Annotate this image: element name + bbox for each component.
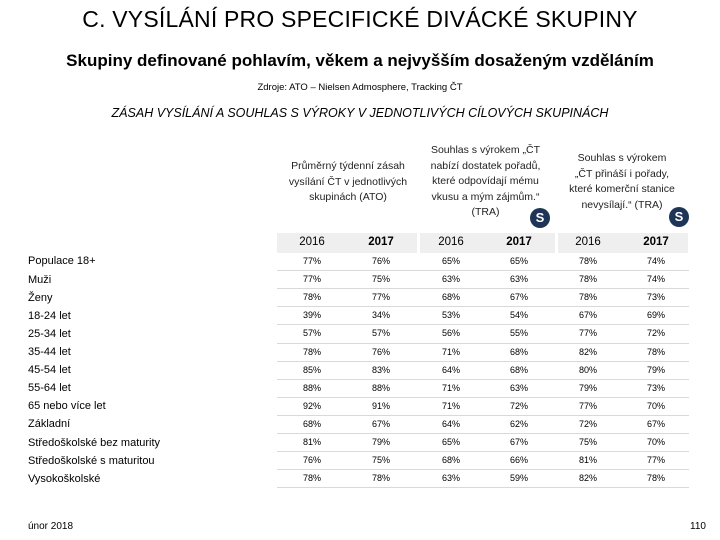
table-cell: 73%: [646, 382, 665, 393]
table-cell: 57%: [371, 328, 390, 339]
table-cell: 66%: [509, 455, 528, 466]
table-cell: 63%: [509, 382, 528, 393]
header-line: Souhlas s výrokem „ČT: [430, 144, 541, 156]
table-cell: 76%: [371, 346, 390, 357]
table-cell: 65%: [509, 256, 528, 266]
year-label: 2017: [643, 236, 669, 248]
table-cell: 82%: [578, 473, 597, 484]
row-divider: [277, 361, 689, 362]
table-cell: 74%: [646, 274, 665, 285]
table-cell: 68%: [509, 364, 528, 375]
table-cell: 82%: [578, 346, 597, 357]
row-divider: [277, 397, 689, 398]
table-cell: 71%: [441, 400, 460, 411]
table-cell: 78%: [646, 346, 665, 357]
table-cell: 83%: [371, 364, 390, 375]
table-cell: 54%: [509, 310, 528, 321]
row-divider: [277, 487, 689, 488]
table-cell: 91%: [371, 400, 390, 411]
table-cell: 63%: [509, 274, 528, 285]
source-note: Zdroje: ATO – Nielsen Admosphere, Tracking ČT: [257, 82, 463, 93]
header-line: vysílání ČT v jednotlivých: [288, 175, 408, 188]
row-label: 18-24 let: [28, 310, 71, 322]
column-header-statement-1: [418, 143, 553, 221]
table-cell: 77%: [371, 292, 390, 303]
table-cell: 75%: [578, 437, 597, 447]
row-label: Základní: [28, 418, 71, 430]
row-divider: [277, 451, 689, 452]
table-cell: 64%: [441, 364, 460, 375]
table-cell: 78%: [578, 256, 597, 266]
row-divider: [277, 306, 689, 307]
header-line: skupinách (ATO): [309, 191, 387, 203]
header-line: nabízí dostatek pořadů,: [430, 159, 541, 172]
table-cell: 74%: [646, 256, 665, 266]
table-cell: 77%: [302, 256, 321, 266]
table-cell: 77%: [302, 274, 321, 285]
year-label: 2016: [575, 236, 601, 248]
table-cell: 76%: [371, 256, 390, 266]
row-divider: [277, 324, 689, 325]
year-label: 2016: [299, 236, 325, 248]
year-header-row: [0, 233, 720, 253]
header-line: které komerční stanice: [569, 183, 675, 195]
row-divider: [277, 270, 689, 271]
source-badge-icon: S: [669, 207, 689, 227]
row-label: Vysokoškolské: [28, 473, 101, 485]
table-cell: 78%: [371, 473, 390, 484]
table-cell: 77%: [578, 328, 597, 339]
column-header-reach: [278, 159, 418, 206]
row-divider: [277, 469, 689, 470]
table-cell: 55%: [509, 328, 528, 339]
slide-title: C. VYSÍLÁNÍ PRO SPECIFICKÉ DIVÁCKÉ SKUPINY: [82, 6, 638, 32]
table-cell: 79%: [371, 437, 390, 447]
table-cell: 79%: [646, 364, 665, 375]
row-label: Středoškolské bez maturity: [28, 437, 161, 449]
table-cell: 76%: [302, 455, 321, 466]
row-divider: [277, 433, 689, 434]
table-cell: 70%: [646, 437, 665, 447]
header-line: Souhlas s výrokem: [577, 152, 667, 164]
table-cell: 92%: [302, 400, 321, 411]
table-cell: 56%: [441, 328, 460, 339]
table-cell: 71%: [441, 346, 460, 357]
table-cell: 57%: [302, 328, 321, 339]
table-cell: 72%: [646, 328, 665, 339]
row-label: Středoškolské s maturitou: [28, 455, 155, 467]
row-label: 35-44 let: [28, 346, 71, 358]
footer-date: únor 2018: [28, 521, 74, 532]
row-divider: [277, 379, 689, 380]
header-line: (TRA): [471, 206, 500, 218]
column-header-statement-2: [558, 151, 686, 213]
table-cell: 75%: [371, 274, 390, 285]
table-cell: 78%: [302, 473, 321, 484]
table-cell: 78%: [646, 473, 665, 484]
table-cell: 69%: [646, 310, 665, 321]
table-cell: 65%: [441, 256, 460, 266]
header-line: Průměrný týdenní zásah: [291, 160, 405, 172]
table-cell: 81%: [302, 437, 321, 447]
table-cell: 72%: [578, 418, 597, 429]
table-cell: 78%: [302, 292, 321, 303]
table-cell: 67%: [509, 437, 528, 447]
table-cell: 68%: [441, 292, 460, 303]
table-cell: 71%: [441, 382, 460, 393]
table-cell: 80%: [578, 364, 597, 375]
table-cell: 62%: [509, 418, 528, 429]
table-cell: 64%: [441, 418, 460, 429]
table-cell: 72%: [509, 400, 528, 411]
section-title: ZÁSAH VYSÍLÁNÍ A SOUHLAS S VÝROKY V JEDNOTLIVÝCH CÍLOVÝCH SKUPINÁCH: [111, 106, 609, 120]
table-cell: 63%: [441, 473, 460, 484]
table-cell: 79%: [578, 382, 597, 393]
table-cell: 81%: [578, 455, 597, 466]
row-label: 65 nebo více let: [28, 400, 106, 412]
table-cell: 68%: [509, 346, 528, 357]
year-label: 2017: [506, 236, 532, 248]
row-label: Populace 18+: [28, 255, 96, 267]
table-cell: 65%: [441, 437, 460, 447]
table-cell: 78%: [578, 274, 597, 285]
row-divider: [277, 343, 689, 344]
table-cell: 67%: [509, 292, 528, 303]
table-cell: 53%: [441, 310, 460, 321]
table-cell: 68%: [302, 418, 321, 429]
row-label: Muži: [28, 274, 52, 286]
row-label: 45-54 let: [28, 364, 71, 376]
row-label: Ženy: [28, 292, 53, 304]
header-line: nevysílají.“ (TRA): [581, 198, 663, 211]
table-cell: 77%: [646, 455, 665, 466]
header-line: „ČT přináší i pořady,: [574, 167, 670, 180]
page-number: 110: [690, 521, 706, 532]
table-cell: 67%: [578, 310, 597, 321]
header-line: které odpovídají mému: [432, 175, 539, 187]
table-cell: 68%: [441, 455, 460, 466]
row-divider: [277, 415, 689, 416]
table-cell: 73%: [646, 292, 665, 303]
table-cell: 59%: [509, 473, 528, 484]
table-cell: 67%: [646, 418, 665, 429]
table-cell: 78%: [302, 346, 321, 357]
table-cell: 39%: [302, 310, 321, 321]
year-label: 2016: [438, 236, 464, 248]
table-cell: 78%: [578, 292, 597, 303]
table-cell: 34%: [371, 310, 390, 321]
row-divider: [277, 288, 689, 289]
table-cell: 85%: [302, 364, 321, 375]
year-label: 2017: [368, 236, 394, 248]
table-cell: 63%: [441, 274, 460, 285]
slide-subtitle: Skupiny definované pohlavím, věkem a nejvyšším dosaženým vzděláním: [66, 51, 654, 70]
row-label: 25-34 let: [28, 328, 71, 340]
table-cell: 70%: [646, 400, 665, 411]
header-line: vkusu a mým zájmům.“: [431, 190, 540, 203]
table-cell: 88%: [371, 382, 390, 393]
row-label: 55-64 let: [28, 382, 71, 394]
table-cell: 75%: [371, 455, 390, 466]
table-cell: 88%: [302, 382, 321, 393]
table-cell: 67%: [371, 418, 390, 429]
table-cell: 77%: [578, 400, 597, 411]
source-badge-icon: S: [530, 208, 550, 228]
